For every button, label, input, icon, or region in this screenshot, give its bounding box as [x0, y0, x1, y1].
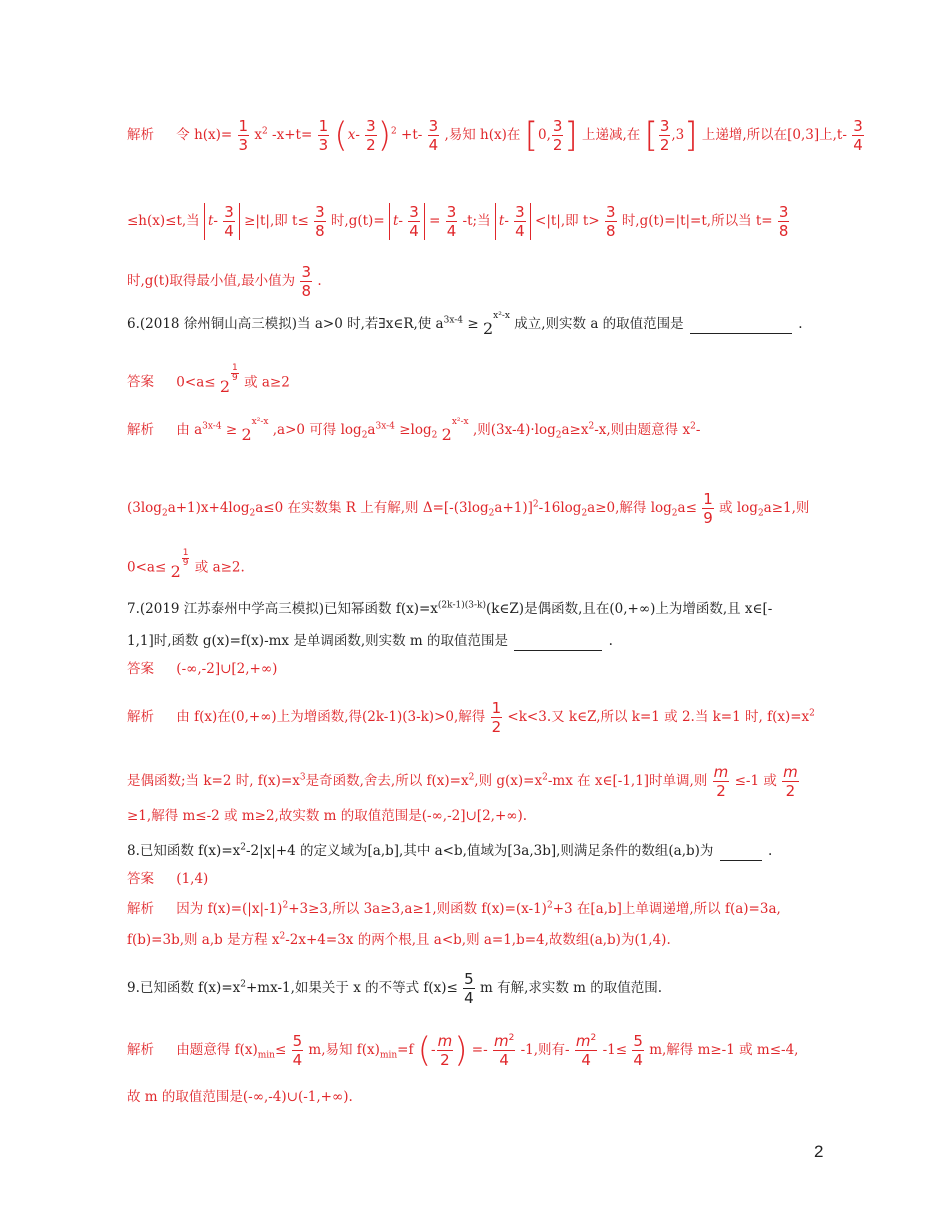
fraction: $\frac{5}{4}$ — [292, 1032, 303, 1069]
fraction: $\frac{3}{4}$ — [446, 203, 457, 240]
fraction: $\frac{1}{9}$ — [703, 490, 713, 527]
fraction: $\frac{m}{2}$ — [783, 763, 798, 800]
q6-answer: 答案 0<a≤ 2 $^{\frac{1}{9}}$ 或 a≥2 — [127, 363, 290, 397]
answer-blank — [514, 636, 602, 651]
fraction: $\frac{m}{2}$ — [437, 1032, 453, 1069]
fraction: $\frac{3}{8}$ — [315, 203, 325, 240]
explanation-label: 解析 — [127, 709, 154, 725]
explanation-label: 解析 — [127, 1042, 154, 1058]
q5-explanation-line2: ≤h(x)≤t,当 t- $\frac{3}{4}$ ≥|t|,即 t≤ $\frac{3}{8}$ 时,g(t)= t- $\frac{3}{4}$ = $\frac{3}{4}$ -t;当 t- $\frac{3}{4}$ <|t|,即 t> $\frac{3}{8}$ 时,g(t)=|t|=t,所以当 t= $\frac{3}{8}$ — [127, 203, 789, 240]
q9-explanation-line1: 解析 由题意得 $f(x)_{min}\le$ $\frac{5}{4}$ m,易知 $f(x)_{min}=f$ (- $\frac{m}{2}$ ) =- $\frac{m^2}{4}$ -1,则有- $\frac{m^2}{4}$ -1≤ $\frac{5}{4}$ m,解得 m≥-1 或 m≤-4, — [127, 1030, 799, 1071]
fraction: $\frac{1}{3}$ — [238, 117, 249, 154]
power-of-two: $2^{x^2-x}$ — [441, 416, 469, 444]
fraction: $\frac{3}{2}$ — [552, 117, 563, 154]
q6-explanation-line3: 0<a≤ 2 $^{\frac{1}{9}}$ 或 a≥2. — [127, 548, 245, 582]
fraction-exponent: 1 9 — [182, 548, 189, 568]
power-of-two: $2^{x^2-x}$ — [482, 310, 510, 338]
q6-explanation-line1: 解析 由 $a^{3x-4} \ge 2^{x^2-x}$ ,a>0 可得 $\log_2a^{3x-4} \ge\log_2$ $2^{x^2-x}$ ,则$(3x-4)\cdot\log_2a\ge x^2-x$,则由题意得 $x^2-$ — [127, 416, 701, 444]
fraction: $\frac{5}{4}$ — [464, 970, 474, 1007]
q7-answer: 答案 (-∞,-2]∪[2,+∞) — [127, 661, 278, 677]
fraction: $\frac{5}{4}$ — [633, 1032, 643, 1069]
q9-explanation-line2: 故 m 的取值范围是(-∞,-4)∪(-1,+∞). — [127, 1089, 353, 1105]
fraction: $\frac{3}{8}$ — [778, 203, 789, 240]
fraction: $\frac{m^2}{4}$ — [575, 1032, 597, 1069]
fraction: $\frac{1}{2}$ — [491, 699, 502, 736]
fraction: $\frac{3}{4}$ — [428, 117, 439, 154]
explanation-label: 解析 — [127, 127, 154, 143]
power-of-two: 2 $^{\frac{1}{9}}$ — [219, 363, 238, 397]
q8-explanation-line1: 解析 因为 $f(x)=(|x|-1)^2+3\ge 3$,所以 3a≥3,a≥1,则函数 $f(x)=(x-1)^2+3$ 在[a,b]上单调递增,所以 f(a)=3a, — [127, 900, 781, 917]
answer-blank — [720, 846, 762, 861]
fraction: $\frac{3}{8}$ — [301, 263, 312, 300]
answer-label: 答案 — [127, 661, 154, 677]
answer-blank — [690, 319, 792, 334]
q8-stem: 8.已知函数 $f(x)=x^2-2|x|+4$ 的定义域为[a,b],其中 a<b,值域为[3a,3b],则满足条件的数组(a,b)为 . — [127, 842, 773, 859]
q7-explanation-line2: 是偶函数;当 k=2 时, $f(x)=x^3$是奇函数,舍去,所以 $f(x)=x^2$,则 $g(x)=x^2-mx$ 在 x∈[-1,1]时单调,则 $\frac{m}{2}$ ≤-1 或 $\frac{m}{2}$ — [127, 763, 798, 800]
power-of-two: $2^{x^2-x}$ — [241, 416, 269, 444]
fraction: $\frac{m}{2}$ — [713, 763, 729, 800]
page-number: 2 — [814, 1142, 824, 1161]
fraction: $\frac{3}{2}$ — [366, 117, 376, 154]
absolute-value: t- $\frac{3}{4}$ — [495, 203, 531, 240]
q6-explanation-line2: $(3\log_2a+1)x+4\log_2a\le 0$ 在实数集 R 上有解,则 $\Delta=[-(3\log_2a+1)]^2-16\log_2a\ge 0$,解得 $\log_2a\le$ $\frac{1}{9}$ 或 $\log_2a\ge 1$,则 — [127, 490, 810, 527]
answer-label: 答案 — [127, 374, 154, 391]
q9-stem: 9.已知函数 $f(x)=x^2+mx-1$,如果关于 x 的不等式 f(x)≤ $\frac{5}{4}$ m 有解,求实数 m 的取值范围. — [127, 970, 663, 1007]
absolute-value: t- $\frac{3}{4}$ — [204, 203, 240, 240]
q6-stem: 6.(2018 徐州铜山高三模拟)当 a>0 时,若∃x∈R,使 $a^{3x-4} \ge 2^{x^2-x}$ 成立,则实数 a 的取值范围是 . — [127, 310, 803, 338]
answer-label: 答案 — [127, 871, 154, 887]
q5-explanation-line1: 解析 令 h(x)= $\frac{1}{3}$ $x^2$ -x+t= $\frac{1}{3}$ (x- $\frac{3}{2}$ )$^2$ +t- $\frac{3}{4}$ ,易知 h(x)在 [0, $\frac{3}{2}$ ] 上递减,在 [ $\frac{3}{2}$ ,3] 上递增,所以在[0,3]上,t- $\frac{3}{4}$ — [127, 115, 863, 156]
explanation-label: 解析 — [127, 901, 154, 917]
q7-stem-line1: 7.(2019 江苏泰州中学高三模拟)已知幂函数 $f(x)=x^{(2k-1)(3-k)}(k\in Z)$是偶函数,且在(0,+∞)上为增函数,且 x∈[- — [127, 600, 773, 617]
power-of-two: 2 $^{\frac{1}{9}}$ — [170, 548, 189, 582]
explanation-label: 解析 — [127, 422, 154, 438]
fraction: $\frac{1}{3}$ — [318, 117, 329, 154]
q7-explanation-line3: ≥1,解得 m≤-2 或 m≥2,故实数 m 的取值范围是(-∞,-2]∪[2,+∞). — [127, 808, 528, 824]
fraction: $\frac{m^2}{4}$ — [493, 1032, 515, 1069]
fraction: $\frac{3}{2}$ — [659, 117, 670, 154]
fraction: $\frac{3}{8}$ — [605, 203, 616, 240]
fraction: $\frac{3}{4}$ — [853, 117, 863, 154]
q8-answer: 答案 (1,4) — [127, 871, 209, 887]
q8-explanation-line2: f(b)=3b,则 a,b 是方程 $x^2-2x+4=3x$ 的两个根,且 a<b,则 a=1,b=4,故数组(a,b)为(1,4). — [127, 931, 671, 948]
absolute-value: t- $\frac{3}{4}$ — [389, 203, 425, 240]
fraction-exponent: 1 9 — [232, 363, 238, 383]
q7-explanation-line1: 解析 由 f(x)在(0,+∞)上为增函数,得(2k-1)(3-k)>0,解得 $\frac{1}{2}$ <k<3.又 k∈Z,所以 k=1 或 2.当 k=1 时, $f(x)=x^2$ — [127, 699, 815, 736]
q7-stem-line2: 1,1]时,函数 g(x)=f(x)-mx 是单调函数,则实数 m 的取值范围是 . — [127, 633, 613, 649]
q5-explanation-line3: 时,g(t)取得最小值,最小值为 $\frac{3}{8}$ . — [127, 263, 322, 300]
